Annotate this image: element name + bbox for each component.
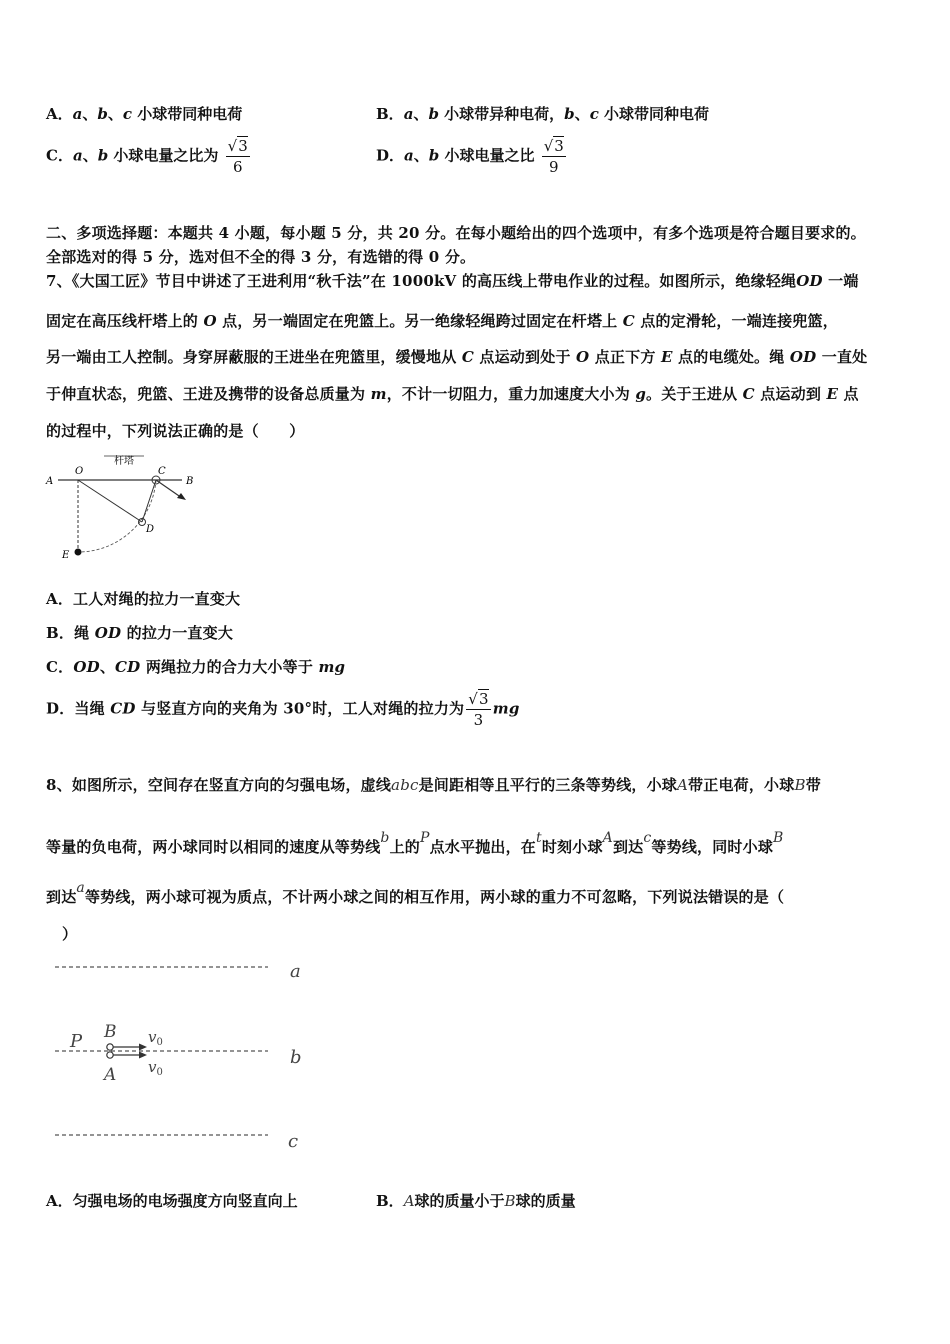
q8-figure xyxy=(50,955,320,1155)
label-o: O xyxy=(75,466,84,477)
q6-option-b: B．a、b 小球带异种电荷，b、c 小球带同种电荷 xyxy=(376,105,710,123)
ball-a-icon xyxy=(107,1052,113,1058)
pull-arrow-icon xyxy=(177,493,186,500)
ball-b-icon xyxy=(107,1044,113,1050)
q6-option-a: A．a、b、c 小球带同种电荷 xyxy=(46,105,243,123)
label-a: a xyxy=(290,961,301,982)
point-e-icon xyxy=(75,549,82,556)
label-v0-top: $v_0$ xyxy=(148,1028,163,1048)
fraction-sqrt3-over-6: $\frac{√3}{6}$ xyxy=(227,137,248,176)
q7-stem-line2: 固定在高压线杆塔上的 O 点，另一端固定在兜篮上。另一绝缘轻绳跨过固定在杆塔上 C 点的定滑轮，一端连接兜篮， xyxy=(46,312,838,330)
label-ball-b: B xyxy=(104,1022,117,1042)
q7-stem-line5: 的过程中，下列说法正确的是（ ） xyxy=(46,422,305,440)
q6-option-c: C．a、b 小球电量之比为 $\frac{√3}{6}$ xyxy=(46,137,248,176)
velocity-a-arrow-icon xyxy=(139,1052,147,1059)
q7-stem-line4: 于伸直状态，兜篮、王进及携带的设备总质量为 m，不计一切阻力，重力加速度大小为 g。关于王进从 C 点运动到 E 点 xyxy=(46,385,859,403)
section-heading-line1: 二、多项选择题：本题共 4 小题，每小题 5 分，共 20 分。在每小题给出的四个选项中，有多个选项是符合题目要求的。 xyxy=(46,224,866,242)
rope-od xyxy=(78,480,142,522)
q8-stem-line2: 等量的负电荷，两小球同时以相同的速度从等势线b上的P点水平抛出，在t时刻小球A到达c等势线，同时小球B xyxy=(46,830,784,856)
q7-stem-line1: 7、《大国工匠》节目中讲述了王进利用“秋千法”在 1000kV 的高压线上带电作业的过程。如图所示，绝缘轻绳OD 一端 xyxy=(46,272,859,290)
q8-option-b: B．A球的质量小于B球的质量 xyxy=(376,1192,576,1210)
q7-option-d: D．当绳 CD 与竖直方向的夹角为 30°时，工人对绳的拉力为 $\frac{√3}{3}$ mg xyxy=(46,690,520,729)
q7-figure xyxy=(44,452,214,567)
rope-pull xyxy=(156,480,182,498)
label-b: B xyxy=(186,476,194,487)
label-tower: 杆塔 xyxy=(114,456,134,467)
q8-stem-line4: ） xyxy=(62,925,78,943)
section-heading-line2: 全部选对的得 5 分，选对但不全的得 3 分，有选错的得 0 分。 xyxy=(46,248,476,266)
q8-stem-line1: 8、如图所示，空间存在竖直方向的匀强电场，虚线abc是间距相等且平行的三条等势线，小球A带正电荷，小球B带 xyxy=(46,776,821,794)
label-v0-bottom: $v_0$ xyxy=(148,1058,163,1078)
q7-option-b: B．绳 OD 的拉力一直变大 xyxy=(46,624,234,642)
q7-option-a: A．工人对绳的拉力一直变大 xyxy=(46,590,241,608)
label-c: C xyxy=(158,466,166,477)
label-ball-a: A xyxy=(104,1065,117,1085)
q6-option-d: D．a、b 小球电量之比 $\frac{√3}{9}$ xyxy=(376,137,564,176)
velocity-b-arrow-icon xyxy=(139,1044,147,1051)
fraction-sqrt3-over-9: $\frac{√3}{9}$ xyxy=(543,137,564,176)
label-p: P xyxy=(70,1031,83,1052)
fraction-sqrt3-over-3: $\frac{√3}{3}$ xyxy=(468,690,489,729)
q8-stem-line3: 到达a等势线，两小球可视为质点，不计两小球之间的相互作用，两小球的重力不可忽略，下列说法错误的是（ xyxy=(46,880,785,906)
q7-option-c: C．OD、CD 两绳拉力的合力大小等于 mg xyxy=(46,658,346,676)
label-b: b xyxy=(290,1047,302,1068)
label-c: c xyxy=(288,1131,299,1152)
q8-option-a: A．匀强电场的电场强度方向竖直向上 xyxy=(46,1192,298,1210)
q7-stem-line3: 另一端由工人控制。身穿屏蔽服的王进坐在兜篮里，缓慢地从 C 点运动到处于 O 点正下方 E 点的电缆处。绳 OD 一直处 xyxy=(46,348,868,366)
label-d: D xyxy=(146,524,155,535)
label-a: A xyxy=(46,476,54,487)
rope-cd xyxy=(142,480,156,522)
label-e: E xyxy=(62,550,70,561)
